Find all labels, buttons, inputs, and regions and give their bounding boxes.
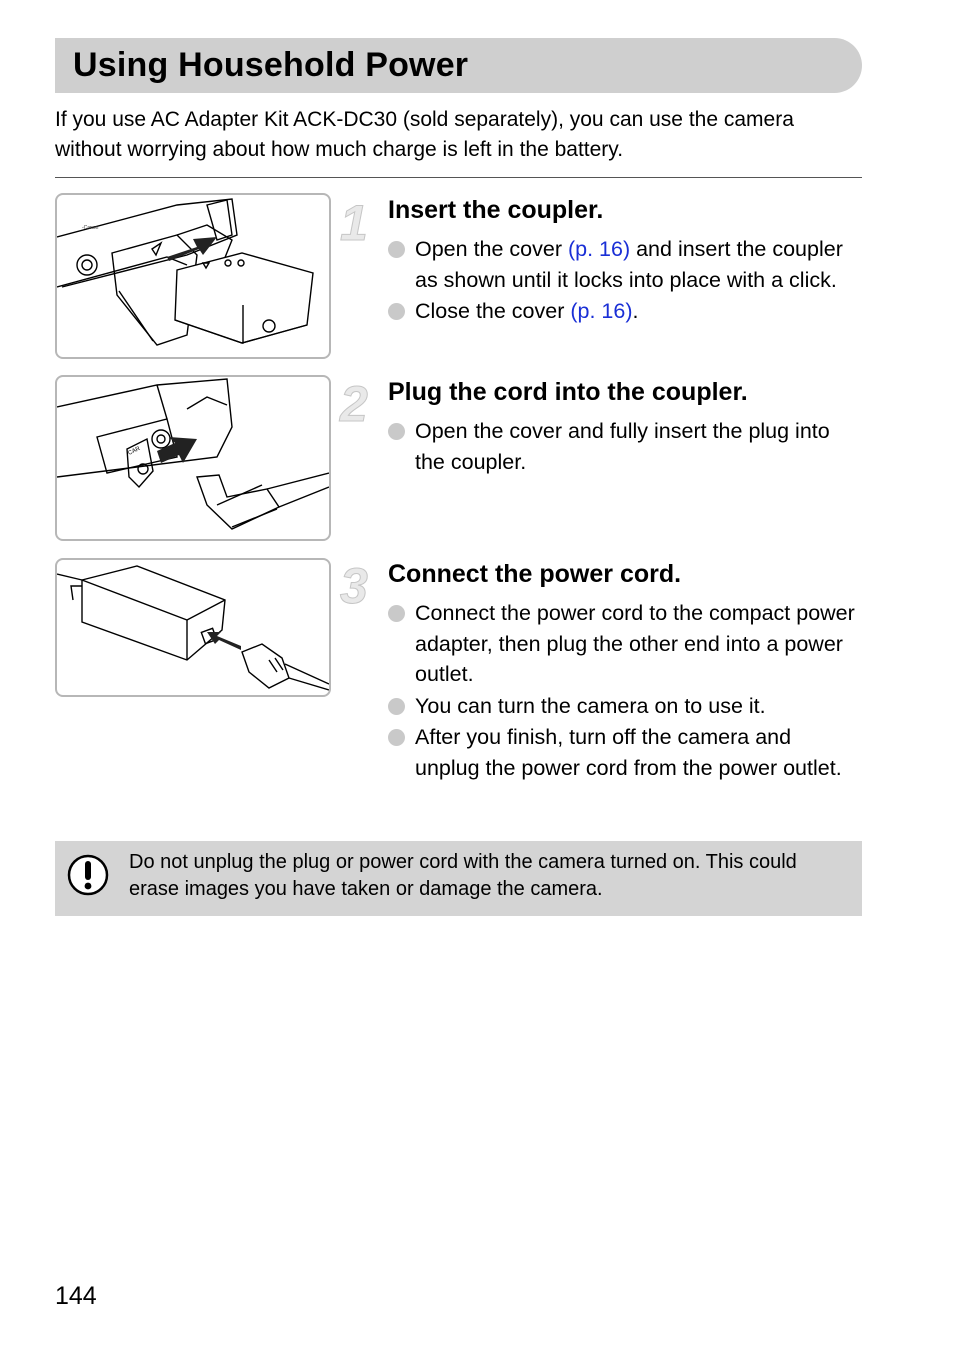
bullet-icon <box>388 303 405 320</box>
list-item: Open the cover and fully insert the plug into the coupler. <box>388 416 858 477</box>
bullet-icon <box>388 605 405 622</box>
step-1-title: Insert the coupler. <box>388 196 604 224</box>
step-number-3: 3 <box>340 558 368 614</box>
camera-coupler-insert-illustration <box>57 195 329 357</box>
list-item: After you finish, turn off the camera and unplug the power cord from the power outlet. <box>388 722 858 783</box>
dc-plug-insert-illustration <box>57 377 329 539</box>
page-number: 144 <box>55 1282 97 1310</box>
bullet-icon <box>388 423 405 440</box>
page-reference-link[interactable]: (p. 16) <box>570 299 633 323</box>
step-2-figure <box>55 375 331 541</box>
step-number-2: 2 <box>340 376 368 432</box>
step-number-1: 1 <box>340 195 368 251</box>
list-item: Connect the power cord to the compact power adapter, then plug the other end into a power outlet. <box>388 598 858 690</box>
step-3-figure <box>55 558 331 697</box>
bullet-icon <box>388 729 405 746</box>
bullet-icon <box>388 698 405 715</box>
bullet-icon <box>388 241 405 258</box>
section-title-bar <box>55 38 862 93</box>
power-adapter-cord-illustration <box>57 560 329 695</box>
step-3-bullets <box>388 598 858 784</box>
svg-text:-Canon: -Canon <box>82 225 99 231</box>
caution-exclamation-icon <box>66 853 110 897</box>
divider <box>55 177 862 178</box>
list-item: You can turn the camera on to use it. <box>388 691 858 722</box>
caution-text: Do not unplug the plug or power cord with the camera turned on. This could erase images you have taken or damage the camera. <box>129 851 797 900</box>
intro-paragraph: If you use AC Adapter Kit ACK-DC30 (sold separately), you can use the camera without worrying about how much charge is left in the battery. <box>55 108 794 161</box>
list-item: Open the cover (p. 16) and insert the coupler as shown until it locks into place with a click. <box>388 234 858 295</box>
step-3-title: Connect the power cord. <box>388 560 682 588</box>
caution-box <box>55 841 862 916</box>
coupler-label: CAR <box>127 446 142 457</box>
list-item: Close the cover (p. 16). <box>388 296 858 327</box>
step-2-bullets <box>388 416 858 478</box>
step-1-figure <box>55 193 331 359</box>
step-1-bullets <box>388 234 858 328</box>
page-reference-link[interactable]: (p. 16) <box>567 237 631 261</box>
page-title: Using Household Power <box>73 46 469 84</box>
step-2-title: Plug the cord into the coupler. <box>388 378 748 406</box>
